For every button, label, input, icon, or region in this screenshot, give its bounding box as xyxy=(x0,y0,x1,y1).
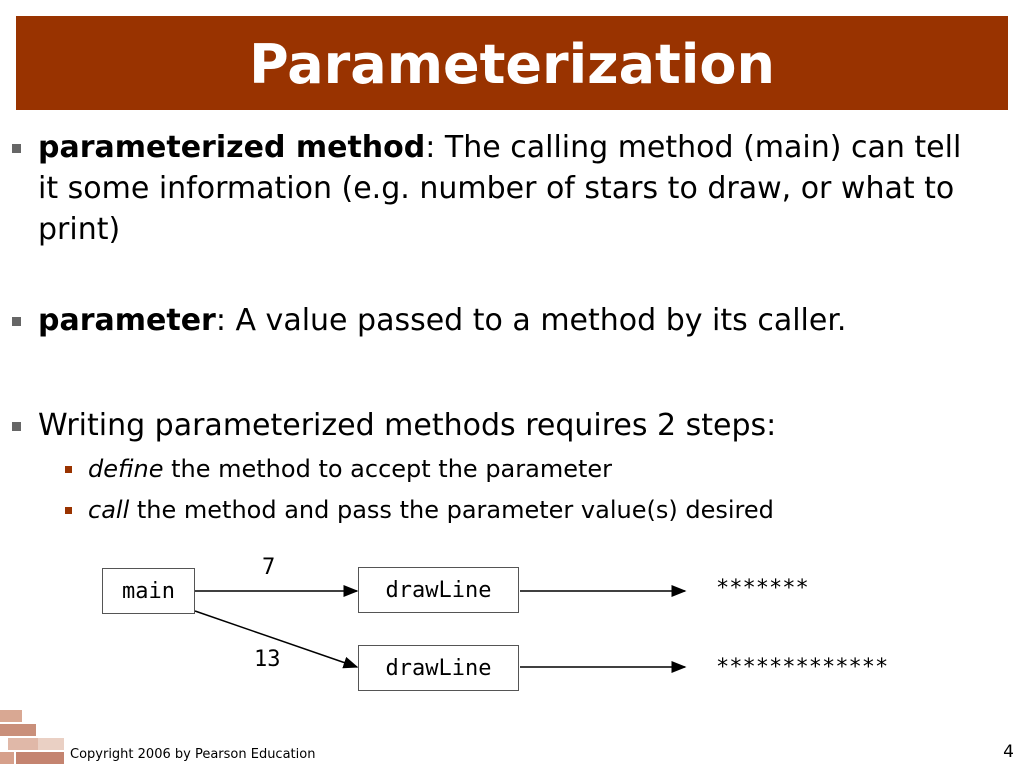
copyright-footer: Copyright 2006 by Pearson Education xyxy=(70,747,316,762)
output-stars-13: ************* xyxy=(716,655,889,680)
brick-logo xyxy=(0,706,70,768)
bullet-term: parameter xyxy=(38,303,216,338)
sub-bullet-emph: call xyxy=(88,496,130,524)
bullet-text: Writing parameterized methods requires 2 steps: xyxy=(38,408,777,443)
sub-bullet-emph: define xyxy=(88,455,164,483)
drawline-box-1: drawLine xyxy=(358,567,519,613)
page-number: 4 xyxy=(1003,742,1014,762)
sub-bullet-text: the method and pass the parameter value(s) desired xyxy=(129,496,774,524)
slide-title: Parameterization xyxy=(249,33,775,96)
drawline-box-2: drawLine xyxy=(358,645,519,691)
bullet-text: : A value passed to a method by its caller. xyxy=(215,303,847,338)
arg-label-7: 7 xyxy=(262,555,276,580)
arg-label-13: 13 xyxy=(254,647,281,672)
sub-bullet-text: the method to accept the parameter xyxy=(163,455,613,483)
output-stars-7: ******* xyxy=(716,576,809,601)
bullet-term: parameterized method xyxy=(38,130,426,165)
bullet-text: : The calling method (main) can tell it some information (e.g. number of stars to draw, or what to print) xyxy=(38,130,962,247)
main-box: main xyxy=(102,568,195,614)
